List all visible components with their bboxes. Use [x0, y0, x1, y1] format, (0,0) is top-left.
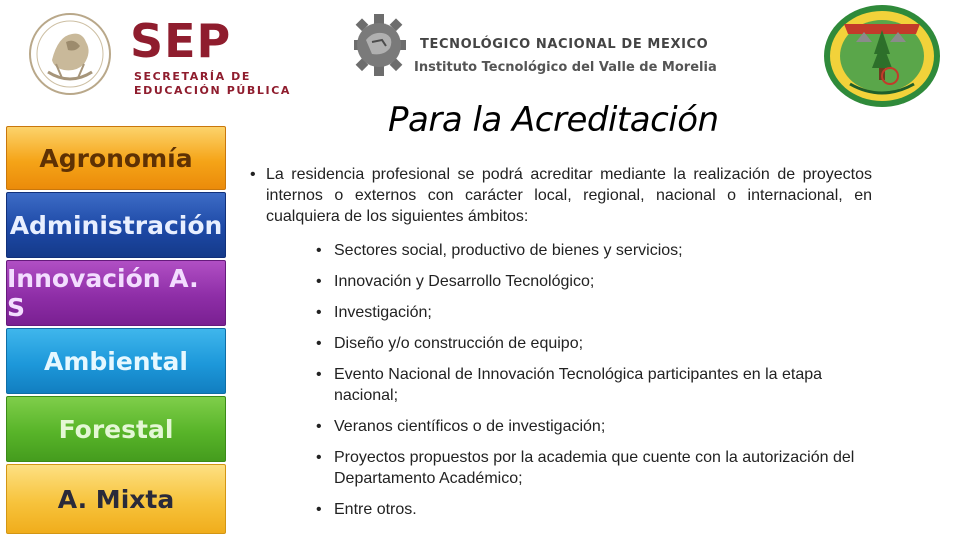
- sep-logo-line2: EDUCACIÓN PÚBLICA: [134, 84, 291, 97]
- list-item: [312, 364, 872, 406]
- scope-list: [312, 240, 872, 530]
- program-tile-administracion: Administración: [6, 192, 226, 258]
- list-item: [312, 447, 872, 489]
- tec-gear-logo: [352, 12, 412, 78]
- list-item-text: Sectores social, productivo de bienes y servicios;: [334, 242, 683, 259]
- list-item: [312, 302, 872, 323]
- program-tile-agronomia: Agronomía: [6, 126, 226, 190]
- intro-text: La residencia profesional se podrá acreditar mediante la realización de proyectos internos o externos con carácter local, regional, nacional o internacional, en cualquiera de los siguientes ámbitos:: [266, 166, 872, 225]
- program-tile-innovacion: Innovación A. S: [6, 260, 226, 326]
- mexico-coat-of-arms-logo: [22, 12, 118, 96]
- tec-logo-line2: Instituto Tecnológico del Valle de Morelia: [414, 60, 717, 75]
- program-tile-mixta: A. Mixta: [6, 464, 226, 534]
- bullet-icon: •: [250, 166, 256, 183]
- bullet-icon: •: [316, 418, 322, 435]
- bullet-icon: •: [316, 501, 322, 518]
- list-item: [312, 333, 872, 354]
- list-item: [312, 416, 872, 437]
- list-item-text: Diseño y/o construcción de equipo;: [334, 335, 584, 352]
- list-item-text: Innovación y Desarrollo Tecnológico;: [334, 273, 595, 290]
- institute-shield-logo: [820, 2, 944, 110]
- sep-logo: [130, 14, 310, 98]
- tec-logo-line1: TECNOLÓGICO NACIONAL DE MEXICO: [420, 37, 709, 52]
- program-stack: [0, 122, 232, 536]
- bullet-icon: •: [316, 304, 322, 321]
- list-item: [312, 271, 872, 292]
- intro-paragraph: [244, 164, 872, 227]
- bullet-icon: •: [316, 366, 322, 383]
- bullet-icon: •: [316, 273, 322, 290]
- bullet-icon: •: [316, 242, 322, 259]
- list-item: [312, 240, 872, 261]
- sep-logo-word: SEP: [130, 14, 232, 68]
- list-item: [312, 499, 872, 520]
- page-title: Para la Acreditación: [388, 100, 719, 140]
- sep-logo-line1: SECRETARÍA DE: [134, 70, 252, 83]
- bullet-icon: •: [316, 449, 322, 466]
- list-item-text: Investigación;: [334, 304, 432, 321]
- program-tile-ambiental: Ambiental: [6, 328, 226, 394]
- list-item-text: Proyectos propuestos por la academia que cuente con la autorización del Departamento Académico;: [334, 449, 855, 487]
- list-item-text: Evento Nacional de Innovación Tecnológica participantes en la etapa nacional;: [334, 366, 823, 404]
- bullet-icon: •: [316, 335, 322, 352]
- list-item-text: Veranos científicos o de investigación;: [334, 418, 606, 435]
- list-item-text: Entre otros.: [334, 501, 417, 518]
- program-tile-forestal: Forestal: [6, 396, 226, 462]
